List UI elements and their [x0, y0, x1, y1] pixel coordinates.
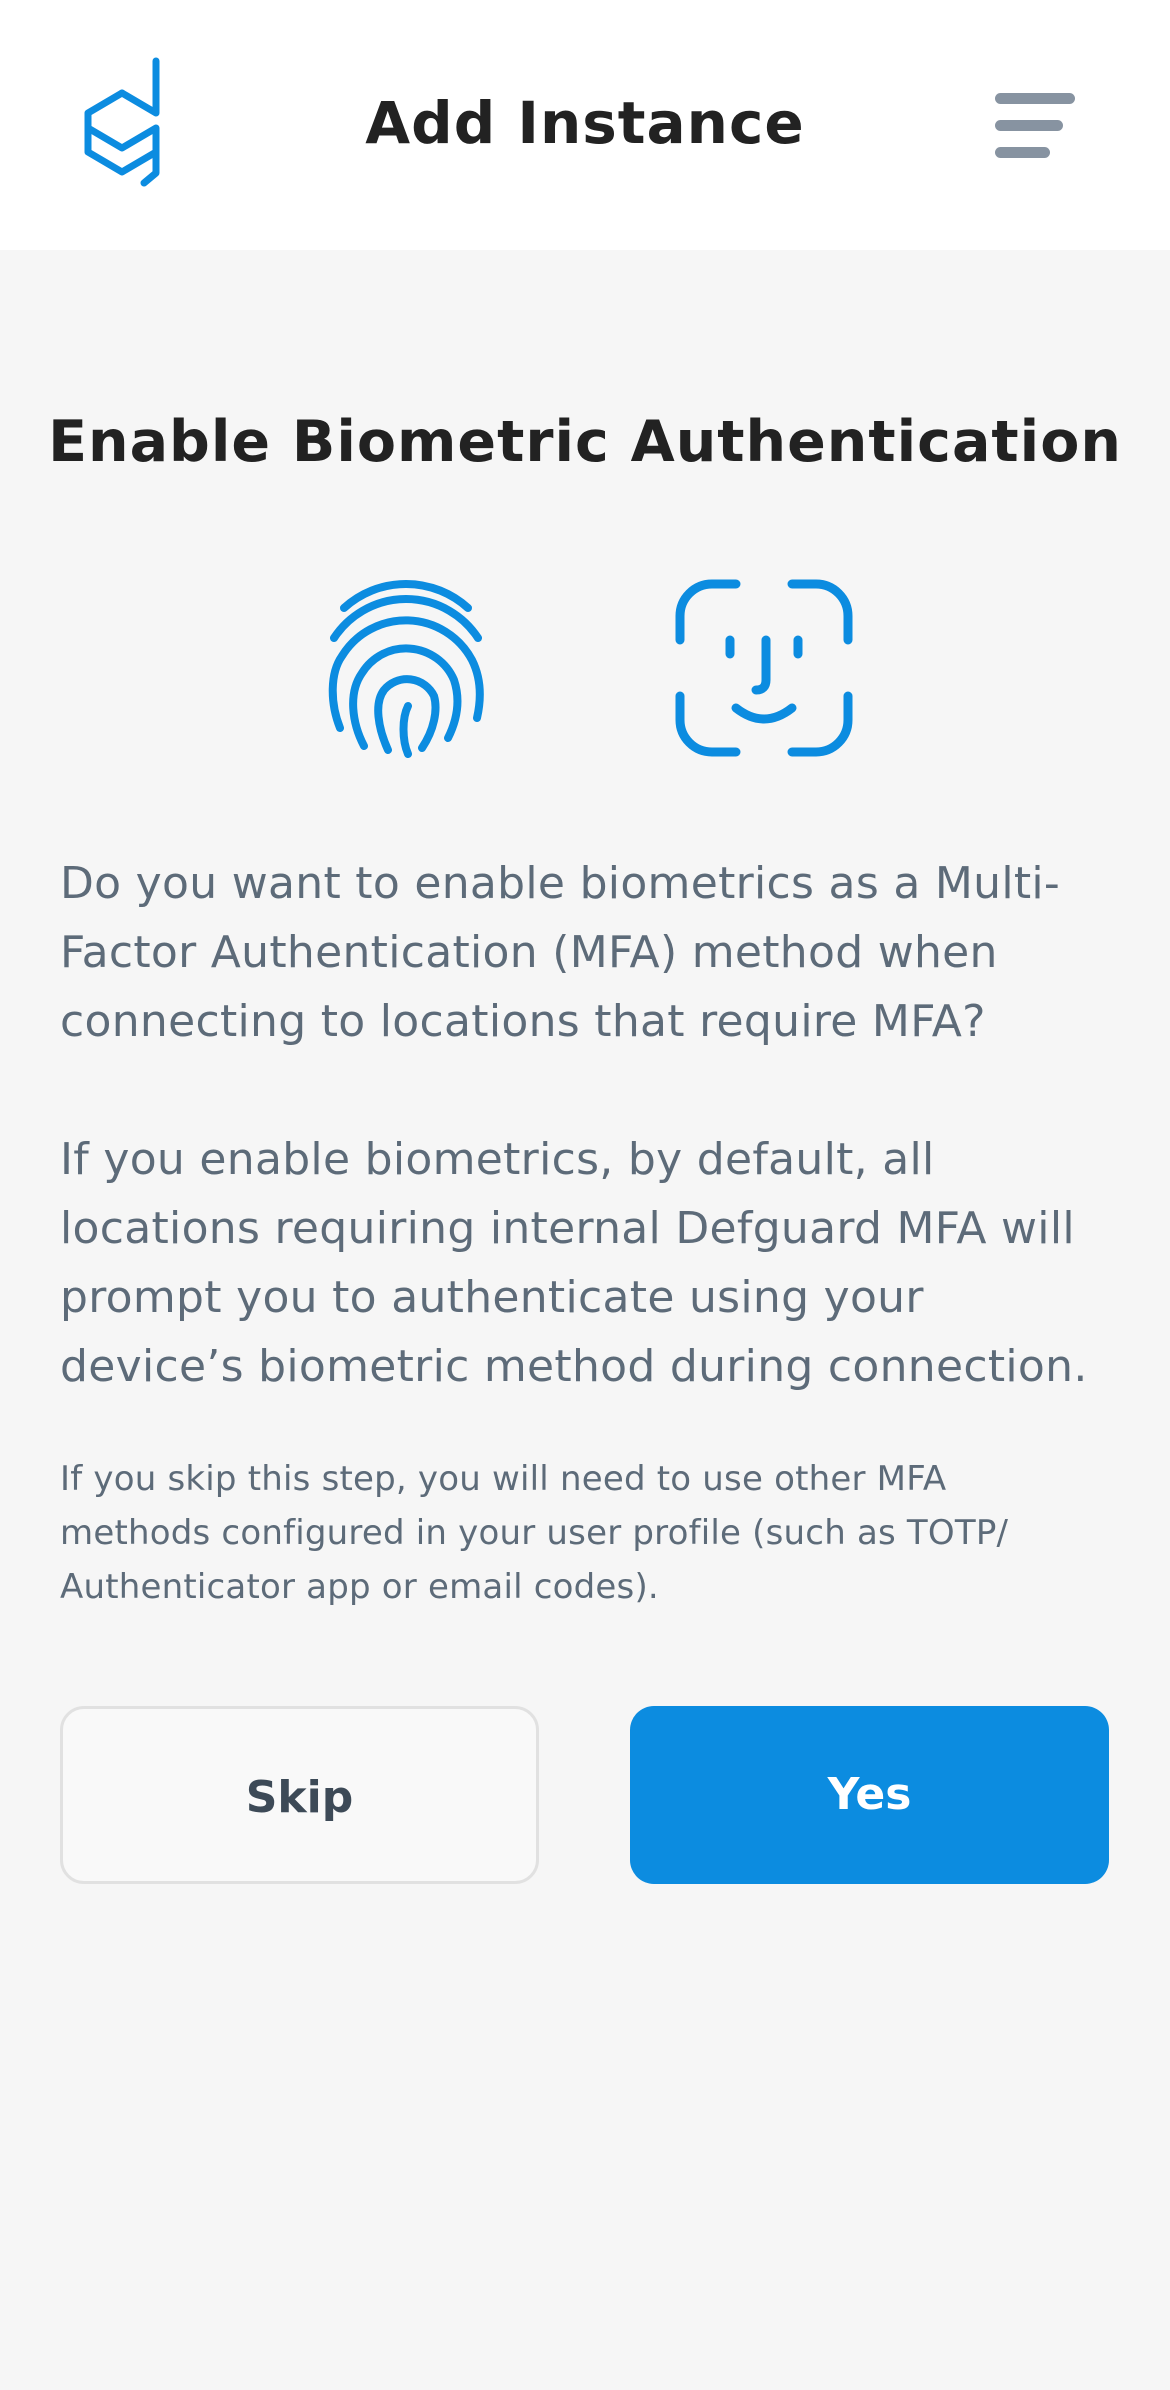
biometrics-explanation-text: If you enable biometrics, by default, all locations requiring internal Defguard MFA will prompt you to authenticate using your device’s biometric method during connection. — [60, 1134, 1088, 1392]
top-bar — [0, 0, 1170, 250]
face-id-icon — [674, 578, 854, 758]
page-title: Add Instance — [365, 89, 805, 157]
skip-button[interactable]: Skip — [60, 1706, 539, 1884]
skip-note-text: If you skip this step, you will need to use other MFA methods configured in your user profile (such as TOTP/ Authenticator app or email codes). — [60, 1459, 1009, 1607]
section-title: Enable Biometric Authentication — [48, 409, 1122, 475]
fingerprint-icon — [322, 578, 490, 758]
yes-button[interactable]: Yes — [630, 1706, 1109, 1884]
menu-icon[interactable] — [995, 93, 1080, 159]
mfa-question-text: Do you want to enable biometrics as a Multi-Factor Authentication (MFA) method when connecting to locations that require MFA? — [60, 858, 1061, 1047]
